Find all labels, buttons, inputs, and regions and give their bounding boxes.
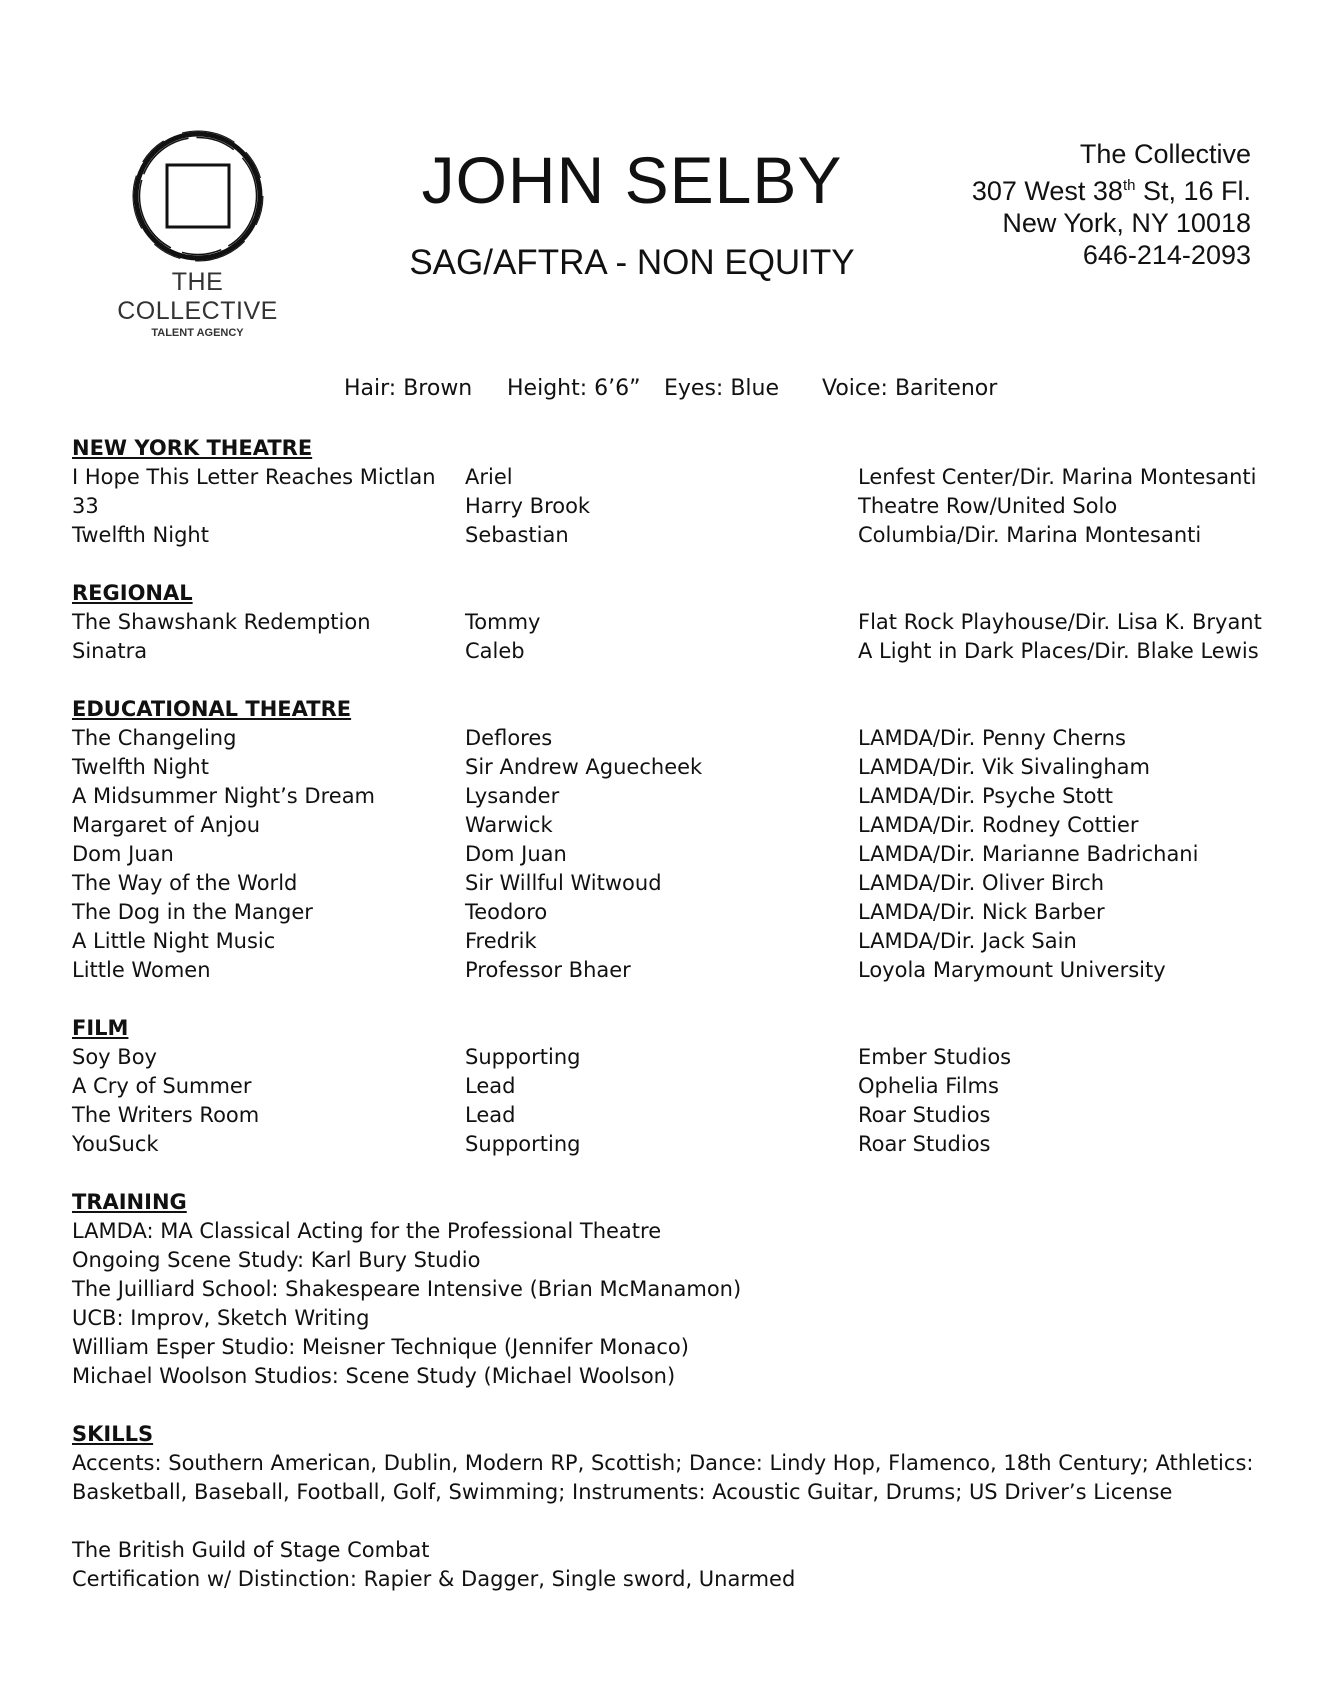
- credit-row: [72, 608, 1262, 637]
- credit-role: Lysander: [465, 784, 560, 808]
- credit-role: Professor Bhaer: [465, 958, 631, 982]
- credit-title: Little Women: [72, 958, 211, 982]
- credit-role: Fredrik: [465, 929, 537, 953]
- credit-title: Soy Boy: [72, 1045, 157, 1069]
- section-title-educational-theatre: EDUCATIONAL THEATRE: [72, 697, 352, 721]
- agency-name: The Collective: [1079, 139, 1251, 169]
- credit-row: [72, 927, 1262, 956]
- list-line: LAMDA: MA Classical Acting for the Professional Theatre: [72, 1219, 662, 1243]
- credit-title: A Little Night Music: [72, 929, 276, 953]
- list-line: The Juilliard School: Shakespeare Intensive (Brian McManamon): [72, 1277, 742, 1301]
- section-title-film: FILM: [72, 1016, 129, 1040]
- credit-row: [72, 1072, 1262, 1101]
- credit-row: [72, 840, 1262, 869]
- resume-body: [72, 434, 1262, 1594]
- credit-title: The Dog in the Manger: [72, 900, 313, 924]
- credit-row: [72, 1130, 1262, 1159]
- stat-height: Height: 6’6”: [507, 376, 641, 401]
- actor-name-text: JOHN SELBY: [421, 143, 843, 217]
- credit-venue: Ophelia Films: [858, 1074, 999, 1098]
- credit-role: Lead: [465, 1103, 516, 1127]
- credit-venue: Ember Studios: [858, 1045, 1012, 1069]
- credit-title: Sinatra: [72, 639, 148, 663]
- list-line: UCB: Improv, Sketch Writing: [72, 1306, 370, 1330]
- credit-title: 33: [72, 494, 99, 518]
- skills-list: [72, 1449, 1262, 1507]
- credit-row: [72, 753, 1262, 782]
- credit-row: [72, 521, 1262, 550]
- stat-hair: Hair: Brown: [344, 376, 473, 401]
- agency-contact: [972, 138, 1251, 271]
- agency-phone: 646-214-2093: [1082, 240, 1251, 270]
- credit-title: The Changeling: [72, 726, 237, 750]
- credit-title: Dom Juan: [72, 842, 174, 866]
- credit-venue: LAMDA/Dir. Rodney Cottier: [858, 813, 1139, 837]
- section-title-skills: SKILLS: [72, 1422, 154, 1446]
- credit-role: Supporting: [465, 1045, 581, 1069]
- credit-venue: Columbia/Dir. Marina Montesanti: [858, 523, 1202, 547]
- section-title-training: TRAINING: [72, 1190, 187, 1214]
- logo-name: THE COLLECTIVE: [117, 268, 278, 325]
- credit-title: I Hope This Letter Reaches Mictlan: [72, 465, 436, 489]
- credit-title: Margaret of Anjou: [72, 813, 261, 837]
- credit-row: [72, 782, 1262, 811]
- list-line: Certification w/ Distinction: Rapier & Dagger, Single sword, Unarmed: [72, 1567, 796, 1591]
- credit-venue: Flat Rock Playhouse/Dir. Lisa K. Bryant: [858, 610, 1262, 634]
- credit-title: The Shawshank Redemption: [72, 610, 371, 634]
- credit-role: Lead: [465, 1074, 516, 1098]
- credit-venue: Lenfest Center/Dir. Marina Montesanti: [858, 465, 1257, 489]
- agency-address-city: New York, NY 10018: [1002, 208, 1251, 238]
- credit-title: Twelfth Night: [72, 523, 209, 547]
- credit-venue: LAMDA/Dir. Psyche Stott: [858, 784, 1113, 808]
- credit-row: [72, 724, 1262, 753]
- credit-venue: LAMDA/Dir. Oliver Birch: [858, 871, 1105, 895]
- credit-row: [72, 492, 1262, 521]
- credits-regional: [72, 608, 1262, 666]
- credit-row: [72, 637, 1262, 666]
- credit-role: Tommy: [465, 610, 541, 634]
- credit-title: A Midsummer Night’s Dream: [72, 784, 376, 808]
- credit-venue: Roar Studios: [858, 1132, 991, 1156]
- stat-eyes: Eyes: Blue: [664, 376, 780, 401]
- credit-row: [72, 463, 1262, 492]
- credit-role: Harry Brook: [465, 494, 591, 518]
- list-line: William Esper Studio: Meisner Technique (Jennifer Monaco): [72, 1335, 689, 1359]
- list-line: Ongoing Scene Study: Karl Bury Studio: [72, 1248, 481, 1272]
- credit-venue: A Light in Dark Places/Dir. Blake Lewis: [858, 639, 1259, 663]
- credit-role: Ariel: [465, 465, 513, 489]
- agency-address-street: 307 West 38th St, 16 Fl.: [971, 176, 1251, 206]
- union-status-text: SAG/AFTRA - NON EQUITY: [409, 243, 855, 282]
- credit-row: [72, 898, 1262, 927]
- credit-row: [72, 811, 1262, 840]
- credit-venue: LAMDA/Dir. Jack Sain: [858, 929, 1077, 953]
- credit-venue: LAMDA/Dir. Vik Sivalingham: [858, 755, 1150, 779]
- credit-row: [72, 1043, 1262, 1072]
- credit-role: Sebastian: [465, 523, 569, 547]
- credit-title: YouSuck: [72, 1132, 159, 1156]
- credit-row: [72, 1101, 1262, 1130]
- list-line: Accents: Southern American, Dublin, Modern RP, Scottish; Dance: Lindy Hop, Flamenco, 18th Century; Athletics:: [72, 1451, 1254, 1475]
- credit-venue: LAMDA/Dir. Marianne Badrichani: [858, 842, 1199, 866]
- credit-row: [72, 869, 1262, 898]
- training-list: [72, 1217, 1262, 1391]
- credit-venue: Roar Studios: [858, 1103, 991, 1127]
- logo-subtitle: TALENT AGENCY: [151, 327, 244, 339]
- list-line: The British Guild of Stage Combat: [72, 1538, 430, 1562]
- credit-title: A Cry of Summer: [72, 1074, 252, 1098]
- credit-role: Sir Willful Witwoud: [465, 871, 662, 895]
- credits-educational-theatre: [72, 724, 1262, 985]
- credit-role: Deflores: [465, 726, 553, 750]
- credit-venue: LAMDA/Dir. Nick Barber: [858, 900, 1105, 924]
- credit-role: Dom Juan: [465, 842, 567, 866]
- credit-role: Caleb: [465, 639, 525, 663]
- credit-role: Warwick: [465, 813, 553, 837]
- credit-title: The Way of the World: [72, 871, 298, 895]
- list-line: Basketball, Baseball, Football, Golf, Swimming; Instruments: Acoustic Guitar, Drums; US Driver’s License: [72, 1480, 1173, 1504]
- credit-title: The Writers Room: [72, 1103, 260, 1127]
- stat-voice: Voice: Baritenor: [822, 376, 998, 401]
- credit-venue: Loyola Marymount University: [858, 958, 1166, 982]
- section-title-regional: REGIONAL: [72, 581, 193, 605]
- credits-new-york-theatre: [72, 463, 1262, 550]
- stage-combat-list: [72, 1536, 1262, 1594]
- credit-row: [72, 956, 1262, 985]
- credit-venue: LAMDA/Dir. Penny Cherns: [858, 726, 1126, 750]
- credit-title: Twelfth Night: [72, 755, 209, 779]
- list-line: Michael Woolson Studios: Scene Study (Michael Woolson): [72, 1364, 676, 1388]
- credit-role: Teodoro: [465, 900, 548, 924]
- credits-film: [72, 1043, 1262, 1159]
- credit-role: Sir Andrew Aguecheek: [465, 755, 703, 779]
- credit-role: Supporting: [465, 1132, 581, 1156]
- section-title-new-york-theatre: NEW YORK THEATRE: [72, 436, 313, 460]
- credit-venue: Theatre Row/United Solo: [858, 494, 1118, 518]
